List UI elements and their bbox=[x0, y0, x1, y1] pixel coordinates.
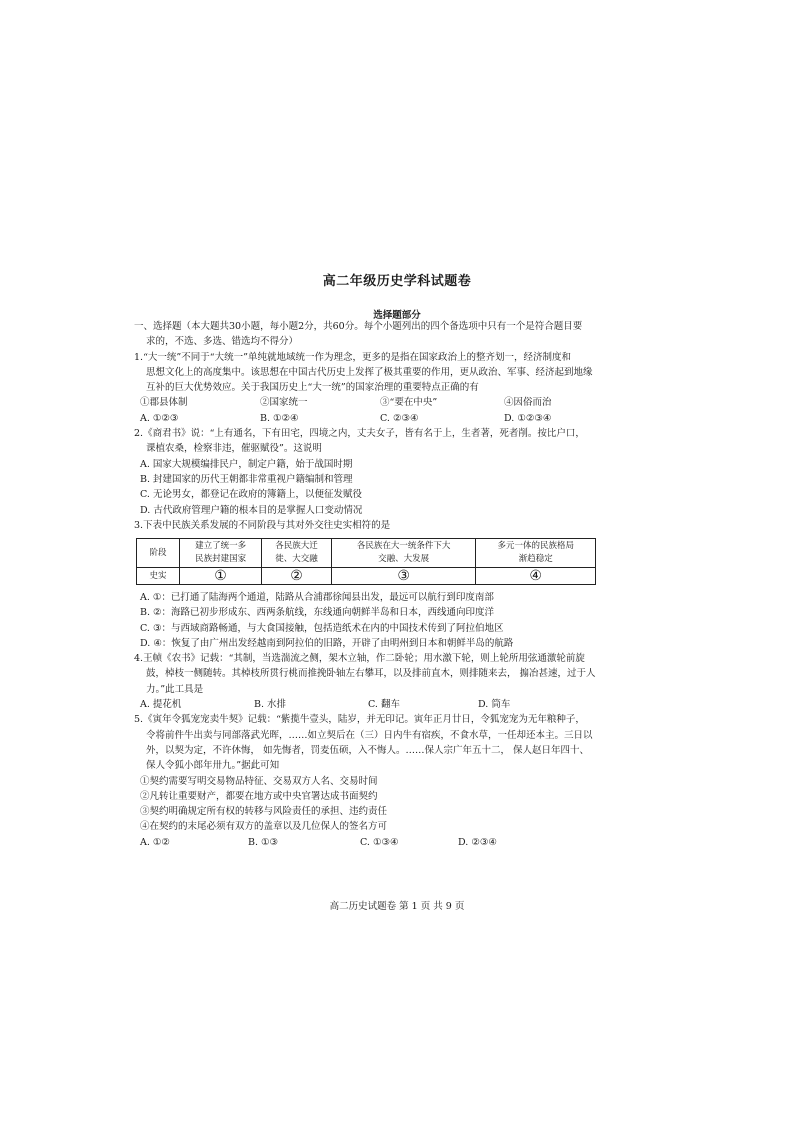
q4-option-d: D. 筒车 bbox=[478, 699, 511, 711]
q3-table bbox=[136, 538, 596, 585]
q2-option-a: A. 国家大规模编排民户，制定户籍，始于战国时期 bbox=[140, 458, 353, 470]
q1-option-c: C. ②③④ bbox=[380, 412, 419, 424]
q3-table-mark-3: ③ bbox=[331, 568, 476, 585]
q5-stem-line: 外，以契为定，不许休悔， 如先悔者，罚麦伍硕，入不悔人。……保人宗广年五十二， 保人赵日年四十、 bbox=[146, 744, 590, 756]
q3-table-stage-2: 各民族大迁 徙、大交融 bbox=[262, 539, 332, 568]
q3-table-mark-4: ④ bbox=[476, 568, 596, 585]
q4-stem-line: 4.王帧《农书》记载：“其制，当选湍流之侧，架木立轴，作二卧轮；用水激下轮，则上轮所用弦通激轮前旋 bbox=[134, 653, 585, 665]
q4-option-b: B. 水排 bbox=[254, 699, 287, 711]
q5-stem-line: 保人令狐小郎年卅九。”据此可知 bbox=[146, 760, 280, 772]
q5-option-b: B. ①③ bbox=[248, 836, 279, 848]
q2-option-b: B. 封建国家的历代王朝都非常重视户籍编制和管理 bbox=[140, 473, 353, 485]
q3-table-mark-2: ② bbox=[262, 568, 332, 585]
q5-option-a: A. ①② bbox=[140, 836, 170, 848]
q2-option-c: C. 无论男女，都登记在政府的簿籍上，以便征发赋役 bbox=[140, 489, 362, 501]
q4-stem-line: 力。”此工具是 bbox=[146, 683, 204, 695]
q3-table-stage-4: 多元一体的民族格局 渐趋稳定 bbox=[476, 539, 596, 568]
q1-option-d: D. ①②③④ bbox=[504, 412, 552, 424]
q4-option-a: A. 提花机 bbox=[140, 699, 182, 711]
q1-stem-line: 1.“大一统”不同于“大统一”单纯就地域统一作为理念，更多的是指在国家政治上的整齐划一，经济制度和 bbox=[134, 351, 571, 363]
q4-stem-line: 鼓，棹枝一侧随转。其棹枝所贯行桃而推挽卧轴左右攀耳，以及排前直木，则排随来去， 搧冶甚速，过于人 bbox=[146, 668, 596, 680]
q5-options bbox=[134, 835, 674, 850]
q3-stem: 3.下表中民族关系发展的不同阶段与其对外交往史实相符的是 bbox=[134, 519, 391, 531]
q5-item: ①契约需要写明交易物品特征、交易双方人名、交易时间 bbox=[140, 775, 378, 787]
q4-options bbox=[134, 697, 674, 712]
q5-option-d: D. ②③④ bbox=[458, 836, 497, 848]
q3-table-row-stages bbox=[137, 539, 596, 568]
q3-option-d: D. ④：恢复了由广州出发经越南到阿拉伯的旧路，开辟了由明州到日本和朝鲜半岛的航路 bbox=[140, 637, 514, 649]
q1-stem-line: 互补的巨大优势效应。关于我国历史上“大一统”的国家治理的重要特点正确的有 bbox=[146, 382, 479, 394]
q3-option-b: B. ②：海路已初步形成东、西两条航线，东线通向朝鲜半岛和日本，西线通向印度洋 bbox=[140, 607, 495, 619]
q2-stem-line: 2.《商君书》说：“上有通名，下有田宅，四境之内，丈夫女子，皆有名于上，生者著，死者削。按比户口， bbox=[134, 428, 585, 440]
section-instruction: 一、选择题（本大题共30小题，每小题2分，共60分。每个小题列出的四个备选项中只有一个是符合题目要 bbox=[134, 321, 583, 332]
section-heading: 选择题部分 bbox=[373, 310, 421, 321]
q5-item: ④在契约的末尾必须有双方的盖章以及几位保人的签名方可 bbox=[140, 821, 388, 833]
page-footer: 高二历史试题卷 第 1 页 共 9 页 bbox=[329, 901, 465, 912]
q1-item: ②国家统一 bbox=[260, 397, 308, 409]
q3-table-head-fact: 史实 bbox=[137, 568, 180, 585]
section-instruction-cont: 求的，不选、多选、错选均不得分） bbox=[146, 336, 299, 348]
exam-body-top bbox=[134, 319, 674, 533]
q3-table-stage-3: 各民族在大一统条件下大 交融、大发展 bbox=[331, 539, 476, 568]
q3-option-a: A. ①：已打通了陆海两个通道，陆路从合浦郡徐闻县出发，最远可以航行到印度南部 bbox=[140, 592, 494, 603]
q2-stem-line: 课植农桑，检察非违，催驱赋役”。这说明 bbox=[146, 443, 322, 455]
q1-item: ③“要在中央” bbox=[380, 397, 438, 409]
q4-option-c: C. 翻车 bbox=[368, 699, 400, 711]
exam-title: 高二年级历史学科试题卷 bbox=[322, 274, 472, 289]
q3-table-mark-1: ① bbox=[180, 568, 262, 585]
q3-table-row-facts bbox=[137, 568, 596, 585]
q1-options bbox=[134, 411, 674, 426]
exam-body-bottom bbox=[134, 590, 674, 850]
q3-table-stage-1: 建立了统一多 民族封建国家 bbox=[180, 539, 262, 568]
q1-item: ④因俗而治 bbox=[504, 397, 552, 409]
q5-stem-line: 令将前件牛出卖与同部落武光晖，……如立契后在（三）日内牛有宿疾，不食水草，一任却还本主。三日以 bbox=[146, 729, 593, 741]
q2-option-d: D. 古代政府管理户籍的根本目的是掌握人口变动情况 bbox=[140, 504, 363, 516]
q5-item: ②凡转让重要财产，都要在地方或中央官署达成书面契约 bbox=[140, 790, 378, 802]
q5-item: ③契约明确规定所有权的转移与风险责任的承担、违约责任 bbox=[140, 806, 388, 818]
q3-table-head-stage: 阶段 bbox=[137, 539, 180, 568]
q1-option-a: A. ①②③ bbox=[140, 412, 179, 424]
q1-stem-line: 思想文化上的高度集中。该思想在中国古代历史上发挥了极其重要的作用，更从政治、军事、经济起到地缘 bbox=[146, 366, 593, 378]
q1-items bbox=[134, 395, 674, 410]
q1-item: ①郡县体制 bbox=[140, 397, 188, 409]
q3-option-c: C. ③：与西域商路畅通，与大食国接触，包括造纸术在内的中国技术传到了阿拉伯地区 bbox=[140, 622, 504, 634]
q1-option-b: B. ①②④ bbox=[260, 412, 299, 424]
q5-option-c: C. ①③④ bbox=[360, 836, 399, 848]
q5-stem-line: 5.《寅年令狐宠宠卖牛契》记载：“紫揽牛壹头，陆岁，并无印记。寅年正月廿日，令狐宠宠为无年粮种子， bbox=[134, 714, 585, 726]
